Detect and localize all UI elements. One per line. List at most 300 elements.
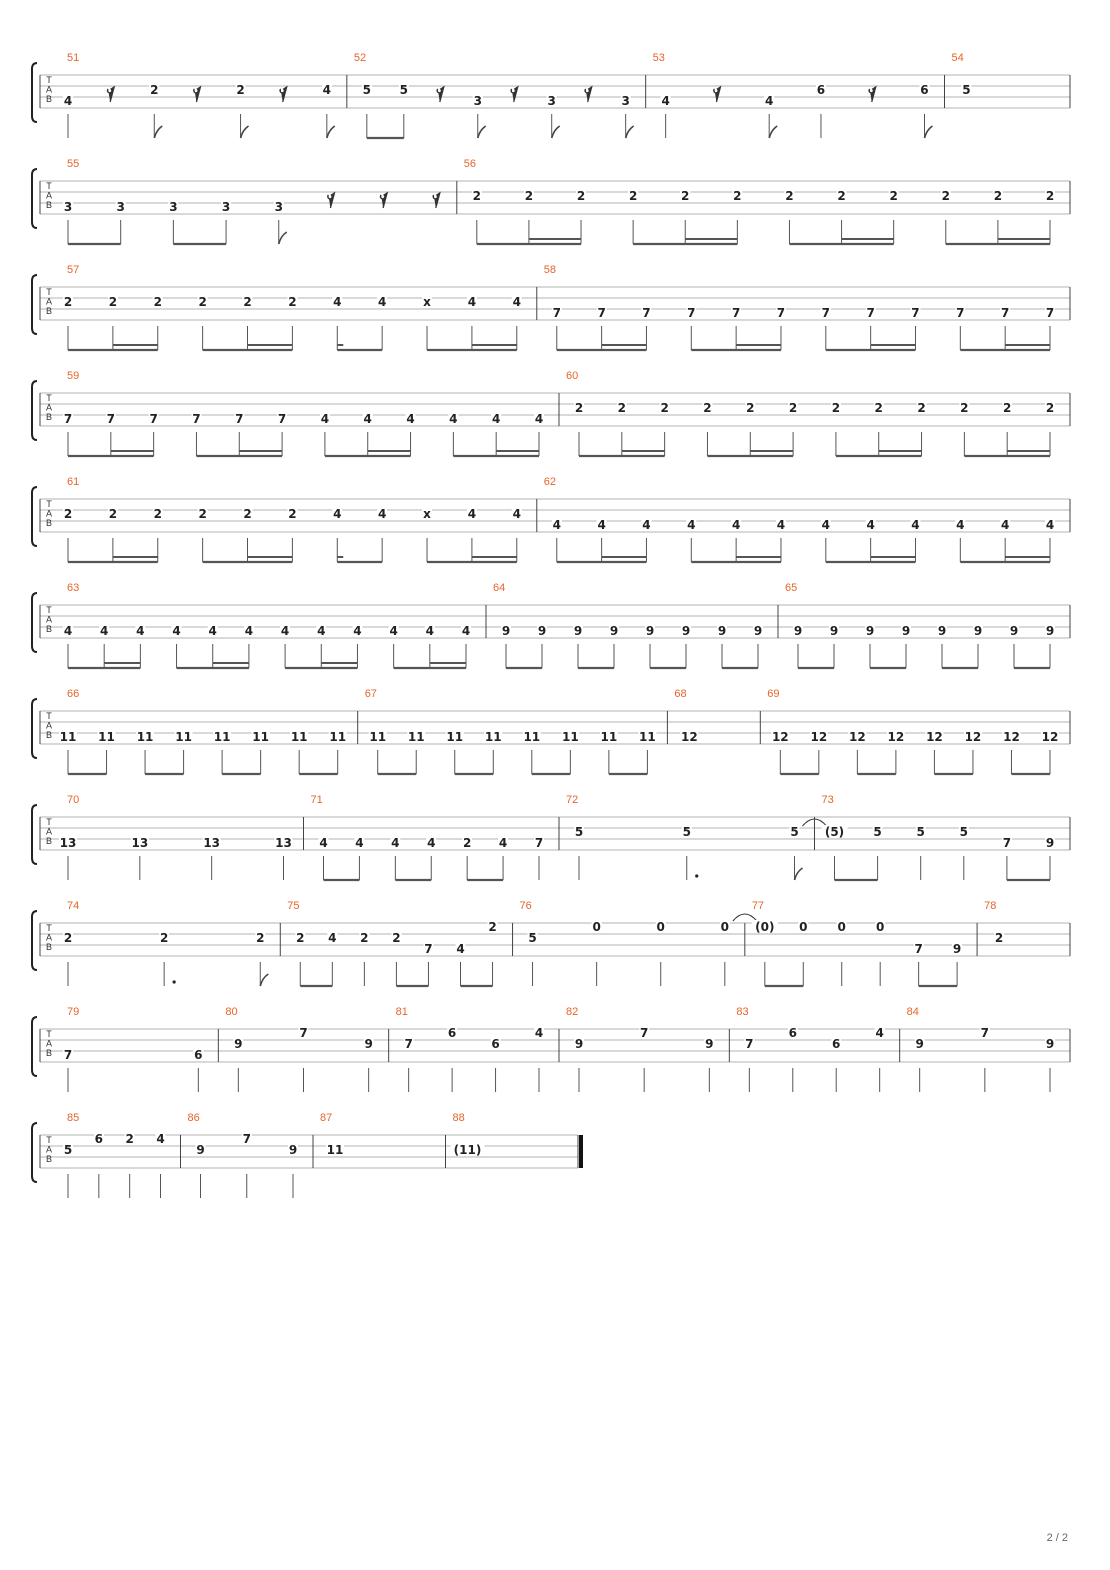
tab-clef-letter: T: [46, 393, 52, 403]
fret-number: 5: [528, 931, 537, 945]
tab-measure: [951, 52, 1070, 108]
fret-number: 2: [994, 931, 1004, 945]
fret-number: 4: [1000, 518, 1010, 532]
fret-number: 3: [221, 200, 231, 214]
fret-number: 4: [391, 836, 400, 850]
fret-number: 7: [956, 306, 965, 320]
fret-number: 7: [192, 412, 201, 426]
fret-number: 11: [59, 730, 77, 744]
note-flag: [552, 126, 560, 138]
fret-number: 2: [681, 189, 690, 203]
system-bracket: [32, 1017, 37, 1076]
fret-number: 11: [290, 730, 308, 744]
measure-number: 55: [67, 158, 80, 170]
tab-measure: [396, 1006, 559, 1092]
measure-number: 80: [225, 1006, 238, 1018]
fret-number: 3: [169, 200, 178, 214]
fret-number: 2: [63, 295, 73, 309]
tab-clef-letter: B: [45, 412, 53, 422]
fret-number: 11: [136, 730, 154, 744]
fret-number: 5: [682, 825, 691, 839]
fret-number: 2: [153, 507, 162, 521]
fret-number: 2: [296, 931, 305, 945]
fret-number: 2: [153, 295, 162, 309]
duration-dot: [695, 874, 698, 877]
fret-number: 6: [194, 1048, 203, 1062]
fret-number: 4: [467, 507, 477, 521]
fret-number: 4: [866, 518, 875, 532]
fret-number: 9: [865, 624, 875, 638]
fret-number: 5: [574, 825, 584, 839]
tab-clef-letter: T: [46, 923, 52, 933]
fret-number: 4: [320, 412, 330, 426]
fret-number: 9: [681, 624, 691, 638]
tab-clef-letter: A: [45, 720, 53, 731]
system-bracket: [32, 699, 37, 758]
fret-number: 2: [941, 189, 950, 203]
fret-number: 7: [106, 412, 115, 426]
fret-number: 3: [274, 200, 283, 214]
fret-number: 13: [59, 836, 77, 850]
fret-number: 2: [108, 507, 118, 521]
fret-number: 0: [837, 920, 846, 934]
fret-number: 0: [656, 920, 665, 934]
measure-number: 64: [493, 582, 506, 594]
fret-number: 5: [399, 83, 408, 97]
fret-number: 3: [116, 200, 125, 214]
fret-number: 6: [94, 1132, 104, 1146]
fret-number: (11): [453, 1143, 482, 1157]
fret-number: 12: [926, 730, 943, 744]
fret-number: 2: [488, 920, 497, 934]
system-bracket: [32, 805, 37, 864]
tab-clef-letter: A: [45, 84, 53, 95]
tab-system: [32, 370, 1070, 456]
fret-number: 2: [576, 189, 586, 203]
fret-number: 4: [875, 1026, 884, 1040]
tab-clef-letter: A: [45, 190, 53, 201]
fret-number: 0: [720, 920, 729, 934]
fret-number: 2: [198, 507, 207, 521]
fret-number: 3: [621, 94, 630, 108]
measure-number: 66: [67, 688, 80, 700]
tab-measure: [653, 52, 945, 138]
fret-number: 4: [512, 507, 521, 521]
measure-number: 52: [353, 52, 367, 64]
fret-number: 12: [964, 730, 982, 744]
tab-measure: [736, 1006, 899, 1092]
fret-number: 4: [661, 94, 670, 108]
fret-number: 7: [821, 306, 830, 320]
tab-measure: [63, 582, 486, 668]
fret-number: 4: [377, 507, 387, 521]
tab-system: [32, 52, 1070, 138]
duration-dot: [173, 980, 176, 983]
fret-number: 9: [705, 1037, 714, 1051]
fret-number: 4: [456, 942, 465, 956]
fret-number: 2: [628, 189, 638, 203]
tab-measure: [59, 794, 304, 880]
tab-measure: [63, 370, 559, 456]
fret-number: 4: [512, 295, 521, 309]
tab-clef-letter: B: [45, 836, 53, 846]
fret-number: 2: [874, 401, 883, 415]
note-flag: [327, 126, 335, 138]
tab-measure: [63, 158, 457, 244]
tab-measure: [63, 52, 347, 138]
measure-number: 86: [187, 1112, 200, 1124]
fret-number: 4: [534, 412, 544, 426]
tab-measure: [752, 900, 977, 986]
fret-number: 11: [484, 730, 502, 744]
fret-number: 13: [203, 836, 221, 850]
eighth-rest: [328, 193, 335, 208]
measure-number: 73: [821, 794, 834, 806]
fret-number: 4: [911, 518, 920, 532]
fret-number: 11: [523, 730, 541, 744]
fret-number: 2: [733, 189, 742, 203]
fret-number: 4: [534, 1026, 544, 1040]
tab-measure: [544, 264, 1070, 350]
measure-number: 79: [67, 1006, 80, 1018]
fret-number: 9: [973, 624, 983, 638]
fret-number: 2: [198, 295, 207, 309]
fret-number: 6: [788, 1026, 797, 1040]
measure-number: 63: [67, 582, 80, 594]
tab-clef-letter: B: [45, 624, 53, 634]
fret-number: 11: [213, 730, 231, 744]
tab-measure: [493, 582, 778, 668]
fret-number: 7: [63, 412, 73, 426]
measure-number: 82: [566, 1006, 579, 1018]
tab-measure: [822, 794, 1071, 880]
fret-number: 12: [771, 730, 789, 744]
fret-number: 2: [524, 189, 534, 203]
measure-number: 87: [320, 1112, 333, 1124]
eighth-rest: [280, 87, 287, 102]
fret-number: 9: [573, 624, 583, 638]
fret-number: 3: [63, 200, 73, 214]
note-flag: [478, 126, 486, 138]
eighth-rest: [380, 193, 387, 208]
tab-measure: [354, 52, 646, 138]
measure-number: 70: [67, 794, 80, 806]
fret-number: 4: [377, 295, 387, 309]
tab-clef-letter: A: [45, 614, 53, 625]
fret-number: 5: [873, 825, 882, 839]
fret-number: 4: [427, 836, 436, 850]
tab-clef-letter: A: [45, 1038, 53, 1049]
fret-number: 2: [125, 1132, 134, 1146]
fret-number: x: [423, 507, 431, 521]
fret-number: 4: [765, 94, 774, 108]
tab-measure: [320, 1112, 446, 1168]
fret-number: 4: [467, 295, 477, 309]
fret-number: 9: [901, 624, 911, 638]
fret-number: 7: [1045, 306, 1055, 320]
fret-number: 5: [790, 825, 799, 839]
fret-number: 4: [821, 518, 830, 532]
fret-number: 2: [236, 83, 245, 97]
fret-number: 13: [275, 836, 292, 850]
fret-number: 4: [687, 518, 696, 532]
fret-number: 4: [100, 624, 109, 638]
fret-number: 11: [329, 730, 347, 744]
fret-number: 0: [876, 920, 885, 934]
fret-number: 7: [1000, 306, 1010, 320]
fret-number: 2: [788, 401, 798, 415]
fret-number: 3: [547, 94, 556, 108]
fret-number: 7: [63, 1048, 73, 1062]
fret-number: 2: [159, 931, 169, 945]
fret-number: 5: [916, 825, 925, 839]
tab-measure: [63, 900, 280, 986]
tab-measure: [674, 688, 760, 744]
tab-measure: [225, 1006, 388, 1092]
fret-number: 7: [914, 942, 923, 956]
fret-number: 7: [1002, 836, 1012, 850]
fret-number: 2: [785, 189, 794, 203]
fret-number: 2: [150, 83, 159, 97]
fret-number: 11: [252, 730, 269, 744]
measure-number: 68: [674, 688, 687, 700]
fret-number: 7: [424, 942, 433, 956]
fret-number: 9: [793, 624, 803, 638]
note-flag: [241, 126, 249, 138]
eighth-rest: [437, 87, 444, 102]
fret-number: 4: [776, 518, 786, 532]
note-flag: [769, 126, 777, 138]
measure-number: 72: [566, 794, 579, 806]
tab-measure: [188, 1112, 314, 1198]
fret-number: 7: [552, 306, 561, 320]
measure-number: 83: [736, 1006, 749, 1018]
fret-number: 11: [561, 730, 579, 744]
fret-number: 9: [574, 1037, 584, 1051]
fret-number: 4: [363, 412, 372, 426]
tab-system: [32, 1006, 1070, 1092]
fret-number: 5: [63, 1143, 73, 1157]
page-number: 2 / 2: [1046, 1532, 1068, 1544]
tab-clef-letter: A: [45, 296, 53, 307]
fret-number: 2: [288, 295, 297, 309]
fret-number: 2: [574, 401, 584, 415]
measure-number: 74: [67, 900, 80, 912]
fret-number: 5: [962, 83, 971, 97]
measure-number: 54: [951, 52, 964, 64]
fret-number: 9: [1045, 624, 1055, 638]
fret-number: 12: [1003, 730, 1020, 744]
measure-number: 88: [452, 1112, 465, 1124]
fret-number: 11: [446, 730, 464, 744]
fret-number: 2: [256, 931, 265, 945]
note-flag: [279, 232, 287, 244]
fret-number: 2: [63, 507, 73, 521]
measure-number: 65: [785, 582, 798, 594]
fret-number: 2: [360, 931, 369, 945]
fret-number: 4: [552, 518, 561, 532]
fret-number: 12: [887, 730, 905, 744]
fret-number: 2: [1045, 401, 1055, 415]
fret-number: 11: [639, 730, 656, 744]
fret-number: 6: [920, 83, 929, 97]
fret-number: 7: [911, 306, 920, 320]
tab-measure: [785, 582, 1070, 668]
fret-number: 11: [175, 730, 192, 744]
tab-clef-letter: B: [45, 94, 53, 104]
fret-number: 9: [717, 624, 727, 638]
fret-number: 4: [63, 624, 73, 638]
measure-number: 57: [67, 264, 80, 276]
tab-clef-letter: T: [46, 817, 52, 827]
fret-number: 12: [810, 730, 828, 744]
tab-system: [32, 582, 1070, 668]
fret-number: 9: [609, 624, 619, 638]
fret-number: 4: [731, 518, 741, 532]
fret-number: 2: [1003, 401, 1012, 415]
fret-number: 7: [745, 1037, 754, 1051]
fret-number: 7: [149, 412, 158, 426]
fret-number: 4: [63, 94, 73, 108]
tab-clef-letter: T: [46, 287, 52, 297]
fret-number: 4: [322, 83, 332, 97]
tab-measure: [544, 476, 1070, 562]
fret-number: 4: [1045, 518, 1055, 532]
tab-clef-letter: T: [46, 605, 52, 615]
fret-number: 4: [156, 1132, 165, 1146]
tab-measure: [566, 370, 1070, 456]
measure-number: 81: [395, 1006, 408, 1018]
tab-clef-letter: B: [45, 1154, 53, 1164]
fret-number: 4: [172, 624, 181, 638]
fret-number: 2: [288, 507, 297, 521]
fret-number: 7: [776, 306, 786, 320]
measure-number: 59: [67, 370, 80, 382]
fret-number: (0): [755, 920, 775, 934]
fret-number: 4: [492, 412, 501, 426]
system-bracket: [32, 63, 37, 122]
tab-clef-letter: T: [46, 499, 52, 509]
system-bracket: [32, 275, 37, 334]
fret-number: 9: [1009, 624, 1019, 638]
eighth-rest: [433, 193, 440, 208]
note-flag: [154, 126, 162, 138]
fret-number: 7: [980, 1026, 990, 1040]
tab-measure: [984, 900, 1070, 956]
eighth-rest: [585, 87, 592, 102]
fret-number: 4: [425, 624, 434, 638]
fret-number: 7: [597, 306, 606, 320]
tab-system: [32, 264, 1070, 350]
tab-clef-letter: T: [46, 75, 52, 85]
fret-number: 2: [472, 189, 481, 203]
tab-system: [32, 794, 1070, 880]
eighth-rest: [511, 87, 518, 102]
fret-number: 5: [362, 83, 372, 97]
tab-measure: [311, 794, 560, 880]
measure-number: 85: [67, 1112, 80, 1124]
fret-number: 12: [849, 730, 866, 744]
fret-number: 2: [917, 401, 926, 415]
fret-number: 4: [317, 624, 326, 638]
tab-clef-letter: A: [45, 932, 53, 943]
tab-system: [32, 900, 1070, 986]
fret-number: 2: [746, 401, 755, 415]
measure-number: 51: [67, 52, 80, 64]
tab-clef-letter: T: [46, 711, 52, 721]
fret-number: 4: [461, 624, 471, 638]
system-bracket: [32, 911, 37, 970]
fret-number: 4: [449, 412, 458, 426]
note-flag: [795, 868, 803, 880]
fret-number: (5): [824, 825, 845, 839]
fret-number: 4: [136, 624, 145, 638]
fret-number: 9: [952, 942, 962, 956]
fret-number: 2: [108, 295, 118, 309]
fret-number: 4: [333, 507, 342, 521]
tab-measure: [63, 1112, 181, 1198]
fret-number: 9: [915, 1037, 924, 1051]
fret-number: 6: [832, 1037, 841, 1051]
measure-number: 58: [543, 264, 557, 276]
tab-clef-letter: T: [46, 1029, 52, 1039]
fret-number: 9: [196, 1143, 205, 1157]
system-bracket: [32, 169, 37, 228]
fret-number: 4: [244, 624, 254, 638]
measure-number: 67: [364, 688, 377, 700]
tab-clef-letter: B: [45, 306, 53, 316]
tab-measure: [520, 900, 757, 986]
fret-number: 2: [837, 189, 846, 203]
fret-number: 9: [288, 1143, 298, 1157]
tab-clef-letter: A: [45, 826, 53, 837]
tab-measure: [63, 1006, 218, 1092]
fret-number: 2: [243, 507, 252, 521]
eighth-rest: [869, 87, 876, 102]
tab-measure: [59, 688, 358, 774]
tab-clef-letter: A: [45, 508, 53, 519]
fret-number: 7: [242, 1132, 251, 1146]
fret-number: 3: [473, 94, 482, 108]
tab-clef-letter: B: [45, 518, 53, 528]
tab-measure: [566, 1006, 729, 1092]
tab-measure: [767, 688, 1070, 774]
eighth-rest: [714, 87, 721, 102]
eighth-rest: [107, 87, 114, 102]
fret-number: 6: [447, 1026, 457, 1040]
fret-number: 11: [600, 730, 618, 744]
fret-number: 7: [277, 412, 287, 426]
measure-number: 84: [906, 1006, 919, 1018]
fret-number: 9: [501, 624, 511, 638]
measure-number: 76: [519, 900, 532, 912]
tab-system: [32, 476, 1070, 562]
measure-number: 78: [984, 900, 997, 912]
fret-number: 7: [642, 306, 651, 320]
note-flag: [260, 974, 268, 986]
fret-number: 4: [208, 624, 217, 638]
fret-number: 4: [328, 931, 337, 945]
fret-number: 4: [597, 518, 606, 532]
measure-number: 60: [566, 370, 579, 382]
tab-clef-letter: T: [46, 181, 52, 191]
measure-number: 61: [67, 476, 80, 488]
system-bracket: [32, 381, 37, 440]
tab-clef-letter: B: [45, 1048, 53, 1058]
tab-system: [32, 688, 1070, 774]
fret-number: 4: [498, 836, 508, 850]
fret-number: 2: [462, 836, 472, 850]
